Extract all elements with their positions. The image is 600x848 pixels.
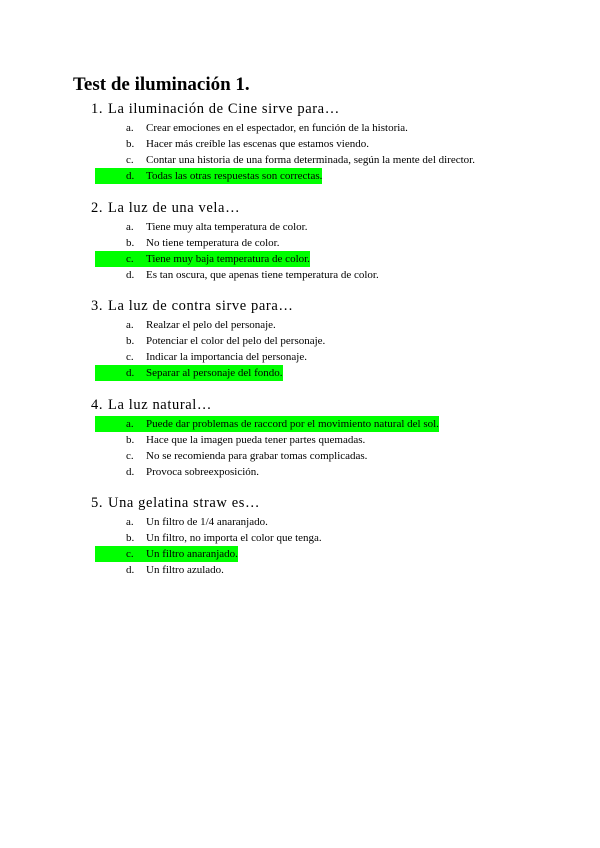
option-letter: a. — [126, 221, 134, 233]
answer-option — [91, 530, 581, 546]
answer-line — [95, 152, 475, 168]
correct-answer-highlight — [95, 168, 322, 184]
option-text: Provoca sobreexposición. — [146, 466, 260, 478]
answer-line — [95, 432, 365, 448]
question-text: La iluminación de Cine sirve para… — [108, 101, 340, 117]
option-letter: b. — [126, 138, 135, 150]
option-letter: a. — [126, 122, 134, 134]
page-title: Test de iluminación 1. — [73, 74, 250, 95]
answer-line — [95, 514, 268, 530]
option-text: Puede dar problemas de raccord por el movimiento natural del sol. — [146, 418, 439, 430]
question-text: La luz natural… — [108, 397, 213, 413]
answer-options — [91, 514, 581, 578]
option-text: Contar una historia de una forma determinada, según la mente del director. — [146, 154, 475, 166]
option-text: No se recomienda para grabar tomas complicadas. — [146, 450, 368, 462]
answer-option — [91, 448, 581, 464]
option-letter: a. — [126, 516, 134, 528]
correct-answer-highlight — [95, 546, 238, 562]
correct-answer-highlight — [95, 365, 283, 381]
answer-options — [91, 317, 581, 381]
option-text: Tiene muy baja temperatura de color. — [146, 253, 310, 265]
answer-line — [95, 464, 259, 480]
question-text: La luz de contra sirve para… — [108, 298, 294, 314]
correct-answer-highlight — [95, 416, 439, 432]
question-heading — [91, 100, 581, 118]
option-text: Es tan oscura, que apenas tiene temperatura de color. — [146, 269, 379, 281]
answer-option — [91, 333, 581, 349]
option-letter: c. — [126, 351, 134, 363]
option-letter: d. — [126, 269, 135, 281]
answer-option — [91, 219, 581, 235]
option-letter: d. — [126, 564, 135, 576]
question-number: 5. — [91, 495, 104, 511]
option-text: Hace que la imagen pueda tener partes quemadas. — [146, 434, 366, 446]
answer-line — [95, 333, 325, 349]
answer-option — [91, 235, 581, 251]
question-text: La luz de una vela… — [108, 200, 241, 216]
option-letter: d. — [126, 466, 135, 478]
answer-options — [91, 219, 581, 283]
answer-options — [91, 416, 581, 480]
answer-option — [91, 514, 581, 530]
answer-line — [95, 120, 408, 136]
option-text: Tiene muy alta temperatura de color. — [146, 221, 308, 233]
question-1 — [91, 100, 581, 184]
answer-options — [91, 120, 581, 184]
question-heading — [91, 199, 581, 217]
option-text: Indicar la importancia del personaje. — [146, 351, 307, 363]
option-letter: d. — [126, 367, 135, 379]
option-letter: c. — [126, 253, 134, 265]
option-letter: b. — [126, 532, 135, 544]
option-text: Crear emociones en el espectador, en función de la historia. — [146, 122, 408, 134]
answer-line — [95, 235, 279, 251]
answer-option-correct — [91, 168, 581, 184]
option-letter: b. — [126, 434, 135, 446]
answer-option — [91, 267, 581, 283]
question-3 — [91, 297, 581, 381]
answer-option — [91, 152, 581, 168]
option-text: Un filtro azulado. — [146, 564, 224, 576]
answer-line — [95, 136, 369, 152]
answer-line — [95, 317, 276, 333]
answer-option — [91, 349, 581, 365]
question-heading — [91, 297, 581, 315]
answer-line — [95, 349, 307, 365]
answer-line — [95, 530, 322, 546]
question-4 — [91, 396, 581, 480]
option-letter: d. — [126, 170, 135, 182]
option-letter: a. — [126, 319, 134, 331]
option-text: Un filtro, no importa el color que tenga. — [146, 532, 322, 544]
answer-option-correct — [91, 546, 581, 562]
option-letter: a. — [126, 418, 134, 430]
question-2 — [91, 199, 581, 283]
answer-option-correct — [91, 251, 581, 267]
option-letter: c. — [126, 548, 134, 560]
option-text: Realzar el pelo del personaje. — [146, 319, 276, 331]
option-text: No tiene temperatura de color. — [146, 237, 280, 249]
question-heading — [91, 396, 581, 414]
option-text: Separar al personaje del fondo. — [146, 367, 283, 379]
answer-line — [95, 562, 224, 578]
answer-line — [95, 448, 367, 464]
answer-line — [95, 267, 379, 283]
answer-option — [91, 317, 581, 333]
answer-line — [95, 219, 308, 235]
answer-option — [91, 136, 581, 152]
option-text: Todas las otras respuestas son correctas. — [146, 170, 323, 182]
option-text: Un filtro anaranjado. — [146, 548, 238, 560]
answer-option-correct — [91, 416, 581, 432]
option-text: Potenciar el color del pelo del personaje. — [146, 335, 326, 347]
question-number: 1. — [91, 101, 104, 117]
correct-answer-highlight — [95, 251, 310, 267]
question-number: 3. — [91, 298, 104, 314]
option-letter: c. — [126, 154, 134, 166]
question-text: Una gelatina straw es… — [108, 495, 261, 511]
option-text: Un filtro de 1/4 anaranjado. — [146, 516, 268, 528]
answer-option-correct — [91, 365, 581, 381]
question-5 — [91, 494, 581, 578]
answer-option — [91, 120, 581, 136]
question-number: 4. — [91, 397, 104, 413]
option-letter: c. — [126, 450, 134, 462]
answer-option — [91, 464, 581, 480]
question-number: 2. — [91, 200, 104, 216]
option-letter: b. — [126, 237, 135, 249]
answer-option — [91, 432, 581, 448]
option-letter: b. — [126, 335, 135, 347]
question-heading — [91, 494, 581, 512]
answer-option — [91, 562, 581, 578]
option-text: Hacer más creíble las escenas que estamos viendo. — [146, 138, 369, 150]
